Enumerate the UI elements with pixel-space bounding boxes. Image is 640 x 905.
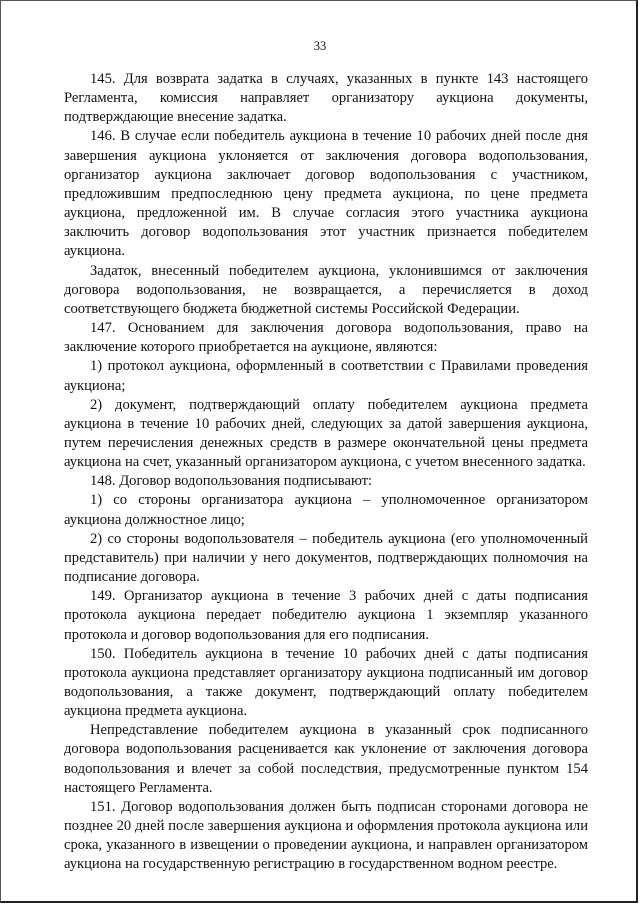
paragraph-148-item-2: 2) со стороны водопользователя – победитель аукциона (его уполномоченный представитель) при наличии у него документов, подтверждающих полномочия на подписание договора.: [64, 530, 588, 586]
paragraph-146: 146. В случае если победитель аукциона в течение 10 рабочих дней после дня завершения аукциона уклоняется от заключения договора водопользования, организатор аукциона заключает договор водопользования с участником, предложившим предпоследнюю цену предмета аукциона, по цене предмета аукциона, предложенной им. В случае согласия этого участника аукциона заключить договор водопользования этот участник признается победителем аукциона.: [64, 128, 588, 260]
paragraph-145: 145. Для возврата задатка в случаях, указанных в пункте 143 настоящего Регламента, комиссия направляет организатору аукциона документы, подтверждающие внесение задатка.: [64, 71, 588, 126]
paragraph-150-failure: Непредставление победителем аукциона в указанный срок подписанного договора водопользования расценивается как уклонение от заключения договора водопользования и влечет за собой последствия, предусмотренные пунктом 154 настоящего Регламента.: [64, 722, 588, 796]
paragraph-148: 148. Договор водопользования подписывают:: [90, 473, 373, 490]
paragraph-149: 149. Организатор аукциона в течение 3 рабочих дней с даты подписания протокола аукциона передает победителю аукциона 1 экземпляр указанного протокола и договор водопользования для его подписания.: [64, 588, 588, 643]
paragraph-147: 147. Основанием для заключения договора водопользования, право на заключение которого приобретается на аукционе, являются:: [64, 320, 588, 356]
paragraph-147-item-1: 1) протокол аукциона, оформленный в соответствии с Правилами проведения аукциона;: [64, 358, 588, 394]
paragraph-148-item-1: 1) со стороны организатора аукциона – уполномоченное организатором аукциона должностное лицо;: [64, 492, 588, 528]
paragraph-147-item-2: 2) документ, подтверждающий оплату победителем аукциона предмета аукциона в течение 10 рабочих дней, следующих за датой завершения аукциона, путем перечисления денежных средств в размере окончательной цены предмета аукциона на счет, указанный организатором аукциона, с учетом внесенного задатка.: [64, 396, 588, 471]
page-number: 33: [313, 39, 327, 53]
paragraph-150: 150. Победитель аукциона в течение 10 рабочих дней с даты подписания протокола аукциона представляет организатору аукциона подписанный им договор водопользования, а также документ, подтверждающий оплату победителем аукциона предмета аукциона.: [64, 645, 588, 720]
paragraph-146-deposit: Задаток, внесенный победителем аукциона, уклонившимся от заключения договора водопользования, не возвращается, а перечисляется в доход соответствующего бюджета бюджетной системы Российской Федерации.: [64, 262, 588, 317]
paragraph-151: 151. Договор водопользования должен быть подписан сторонами договора не позднее 20 дней после завершения аукциона и оформления протокола аукциона или срока, указанного в извещении о проведении аукциона, и направлен организатором аукциона на государственную регистрацию в государственном водном реестре.: [64, 798, 588, 873]
document-body: [64, 70, 588, 875]
